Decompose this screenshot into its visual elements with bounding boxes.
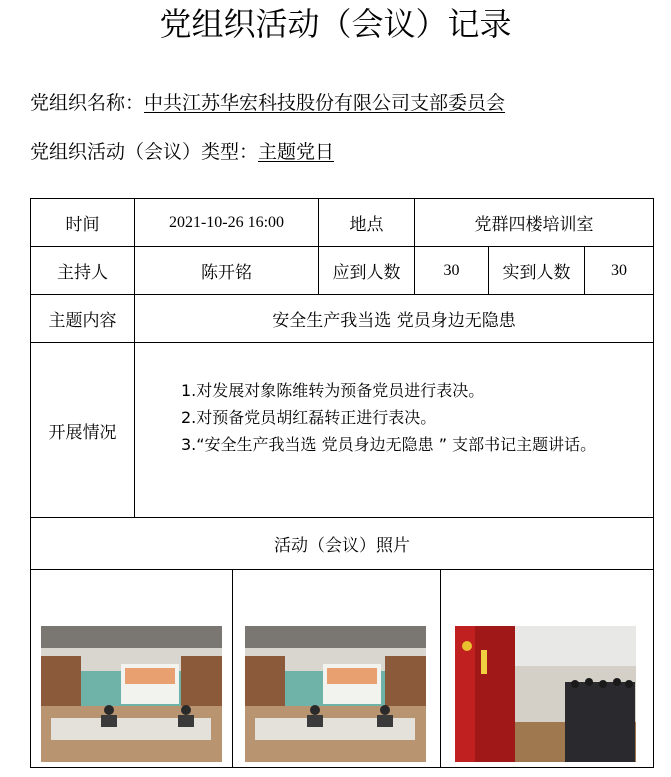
page-title: 党组织活动（会议）记录 [159,5,512,43]
actual-value: 30 [585,247,653,295]
org-name-label: 党组织名称： [30,92,145,114]
meeting-photo-2 [245,626,426,762]
process-label: 开展情况 [31,343,135,518]
time-label: 时间 [31,199,135,247]
actual-label: 实到人数 [489,247,585,295]
meeting-photo-1 [41,626,222,762]
activity-type-value: 主题党日 [258,141,335,163]
expected-value: 30 [415,247,489,295]
activity-type-label: 党组织活动（会议）类型： [30,141,259,163]
theme-value: 安全生产我当选 党员身边无隐患 [135,295,653,343]
photos-label: 活动（会议）照片 [31,518,653,570]
host-value: 陈开铭 [135,247,319,295]
meeting-photo-3 [455,626,636,762]
org-name-line [30,90,505,116]
time-value: 2021-10-26 16:00 [135,199,319,247]
process-item: 1.对发展对象陈维转为预备党员进行表决。 [181,381,485,400]
theme-label: 主题内容 [31,295,135,343]
expected-label: 应到人数 [319,247,415,295]
process-item: 3.“安全生产我当选 党员身边无隐患 ” 支部书记主题讲话。 [181,435,597,454]
process-item: 2.对预备党员胡红磊转正进行表决。 [181,408,437,427]
activity-type-line [30,139,334,165]
process-content [135,343,653,518]
org-name-value: 中共江苏华宏科技股份有限公司支部委员会 [144,92,506,114]
place-label: 地点 [319,199,415,247]
place-value: 党群四楼培训室 [415,199,653,247]
host-label: 主持人 [31,247,135,295]
